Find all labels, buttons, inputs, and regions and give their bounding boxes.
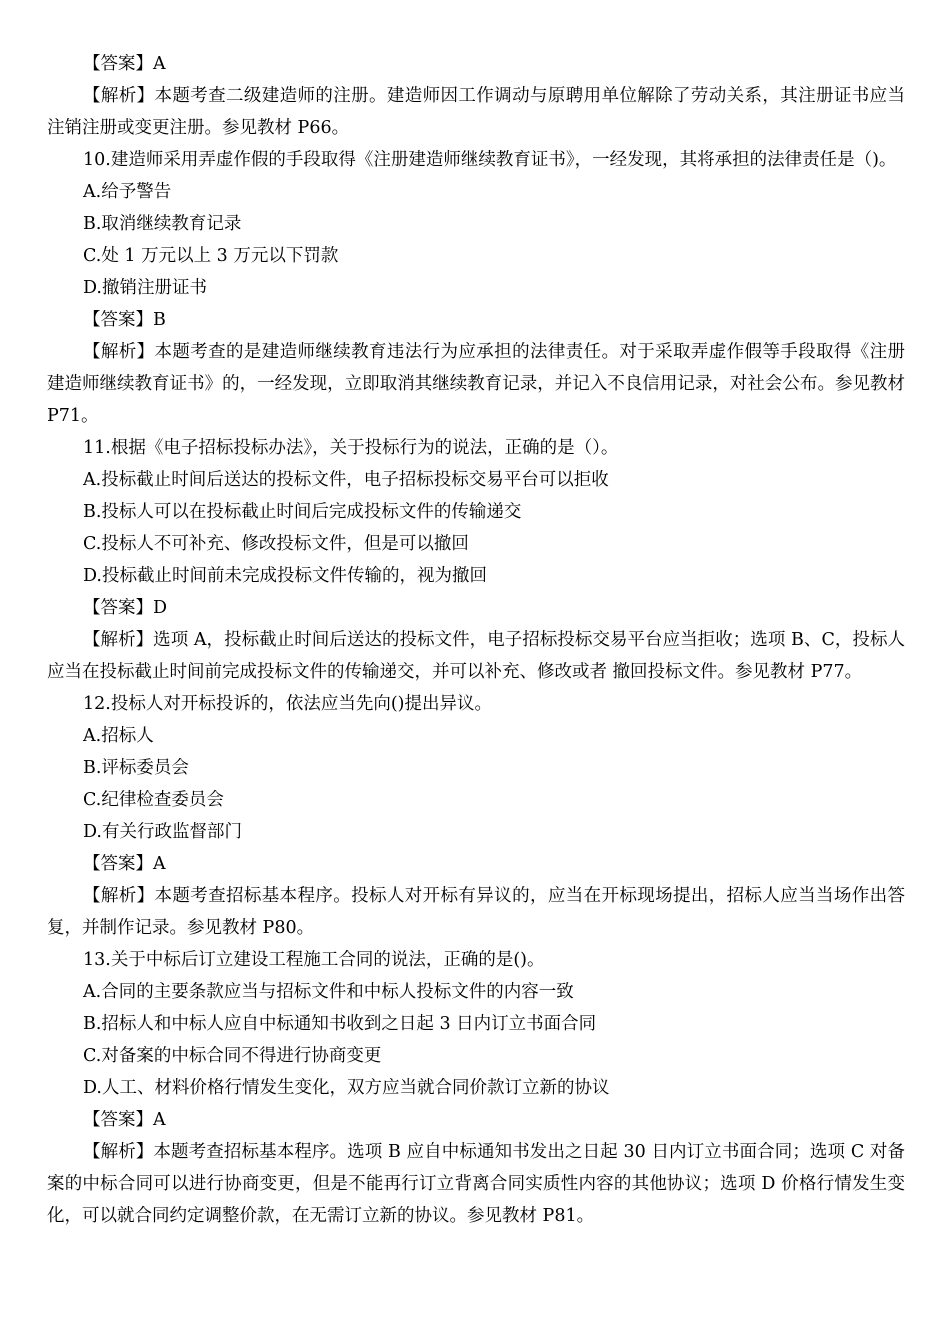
answer-line: 【答案】A (83, 1110, 166, 1130)
option-a: A.招标人 (83, 726, 154, 746)
option-b: B.招标人和中标人应自中标通知书收到之日起 3 日内订立书面合同 (83, 1014, 597, 1034)
option-b: B.取消继续教育记录 (83, 214, 242, 234)
explanation-paragraph: 【解析】本题考查招标基本程序。选项 B 应自中标通知书发出之日起 30 日内订立书面合同；选项 C 对备案的中标合同可以进行协商变更，但是不能再行订立背离合同实质性内容的其他协议；选项 D 价格行情发生变化，可以就合同约定调整价款，在无需订立新的协议。参见教材 P81。 (47, 1142, 905, 1226)
option-d: D.撤销注册证书 (83, 278, 207, 298)
option-b: B.评标委员会 (83, 758, 189, 778)
option-c: C.处 1 万元以上 3 万元以下罚款 (83, 246, 339, 266)
explanation-paragraph: 【解析】选项 A，投标截止时间后送达的投标文件，电子招标投标交易平台应当拒收；选项 B、C，投标人应当在投标截止时间前完成投标文件的传输递交，并可以补充、修改或者 撤回投标文件。参见教材 P77。 (47, 630, 905, 682)
explanation-paragraph: 【解析】本题考查二级建造师的注册。建造师因工作调动与原聘用单位解除了劳动关系，其注册证书应当注销注册或变更注册。参见教材 P66。 (47, 86, 905, 138)
question-11: 11.根据《电子招标投标办法》，关于投标行为的说法，正确的是（）。 (83, 438, 619, 458)
option-d: D.有关行政监督部门 (83, 822, 242, 842)
answer-line: 【答案】B (83, 310, 166, 330)
question-10: 10.建造师采用弄虚作假的手段取得《注册建造师继续教育证书》，一经发现，其将承担的法律责任是（)。 (83, 150, 897, 170)
answer-line: 【答案】A (83, 854, 166, 874)
option-c: C.投标人不可补充、修改投标文件，但是可以撤回 (83, 534, 469, 554)
question-13: 13.关于中标后订立建设工程施工合同的说法，正确的是()。 (83, 950, 545, 970)
option-c: C.对备案的中标合同不得进行协商变更 (83, 1046, 382, 1066)
option-a: A.投标截止时间后送达的投标文件，电子招标投标交易平台可以拒收 (83, 470, 609, 490)
option-d: D.投标截止时间前未完成投标文件传输的，视为撤回 (83, 566, 487, 586)
option-d: D.人工、材料价格行情发生变化，双方应当就合同价款订立新的协议 (83, 1078, 610, 1098)
option-c: C.纪律检查委员会 (83, 790, 224, 810)
explanation-paragraph: 【解析】本题考查的是建造师继续教育违法行为应承担的法律责任。对于采取弄虚作假等手段取得《注册建造师继续教育证书》的，一经发现，立即取消其继续教育记录，并记入不良信用记录，对社会公布。参见教材 P71。 (47, 342, 905, 426)
option-a: A.合同的主要条款应当与招标文件和中标人投标文件的内容一致 (83, 982, 574, 1002)
explanation-paragraph: 【解析】本题考查招标基本程序。投标人对开标有异议的，应当在开标现场提出，招标人应当当场作出答复，并制作记录。参见教材 P80。 (47, 886, 905, 938)
answer-line: 【答案】A (83, 54, 166, 74)
option-a: A.给予警告 (83, 182, 172, 202)
question-12: 12.投标人对开标投诉的，依法应当先向()提出异议。 (83, 694, 492, 714)
answer-line: 【答案】D (83, 598, 168, 618)
option-b: B.投标人可以在投标截止时间后完成投标文件的传输递交 (83, 502, 522, 522)
